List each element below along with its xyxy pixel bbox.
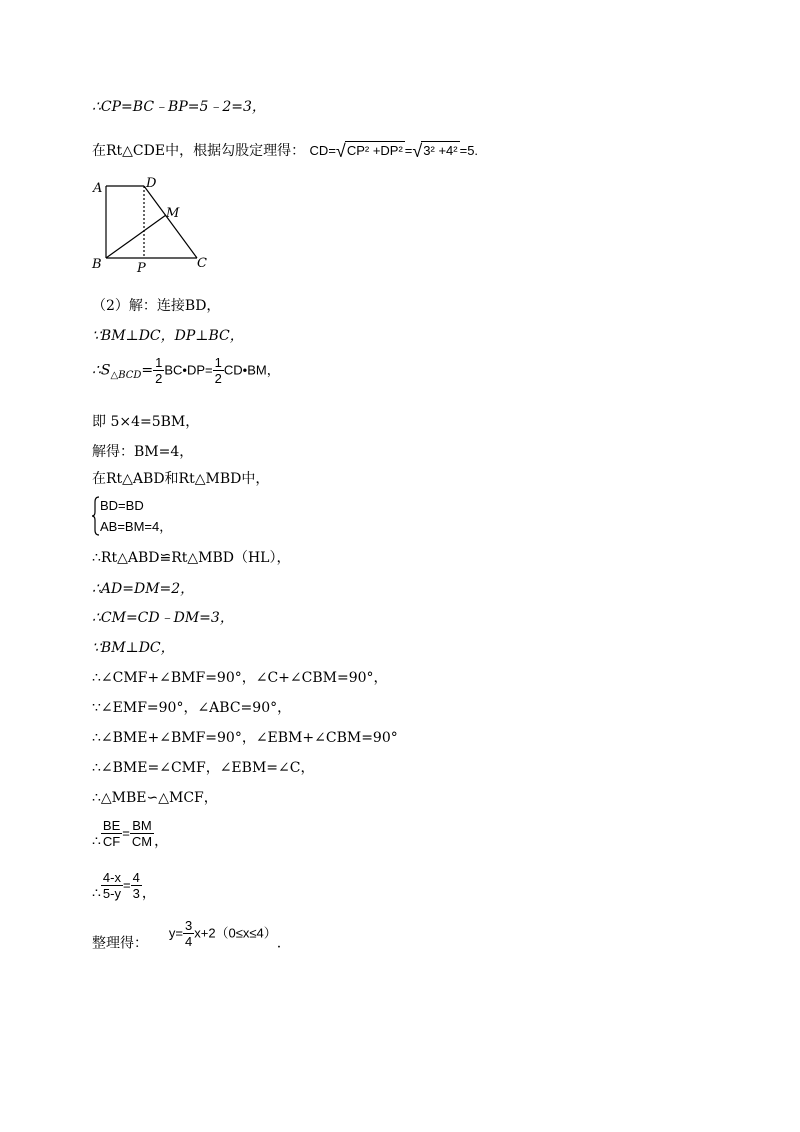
therefore-sign: ∴	[92, 885, 101, 902]
pythagoras-text: 在Rt△CDE中，根据勾股定理得：	[92, 143, 306, 159]
ad-dm-line: ∴AD=DM=2，	[92, 581, 195, 597]
comma: ，	[141, 885, 156, 902]
simplify-text: 整理得：	[92, 935, 148, 952]
label-b: B	[92, 257, 102, 272]
bc-dp-product: BC•DP=	[164, 362, 213, 378]
area-subscript: △BCD	[110, 369, 142, 381]
label-m: M	[166, 206, 180, 221]
equals-sign: =	[122, 877, 131, 893]
label-p: P	[137, 261, 146, 275]
equals-sign: =	[122, 825, 130, 841]
area-s: ∴S	[92, 362, 111, 379]
solution-line-pythagoras	[92, 141, 478, 160]
similarity-line: ∴△MBE∽△MCF，	[92, 790, 218, 806]
fraction-half-2: $\frac{1}{2}$	[214, 355, 222, 386]
linear-expression: x+2（0≤x≤4）	[194, 925, 277, 941]
y-equals: y=	[168, 925, 183, 941]
geometry-figure	[88, 175, 218, 275]
part-two-intro: （2）解：连接BD，	[92, 298, 221, 314]
therefore-sign: ∴	[92, 833, 101, 850]
equals-sign: =	[404, 143, 413, 158]
area-equation	[92, 355, 280, 386]
equation-result: =5.	[459, 143, 479, 158]
equal-angles-line: ∴∠BME=∠CMF，∠EBM=∠C，	[92, 760, 315, 776]
left-brace-icon	[92, 496, 100, 536]
radical-sign-icon: √	[412, 141, 423, 161]
period: .	[276, 935, 282, 952]
substituted-ratio-line	[92, 870, 156, 903]
segment-dc	[144, 186, 197, 258]
fraction-3-4: $\frac{3}{4}$	[185, 918, 193, 949]
congruence-line: ∴Rt△ABD≌Rt△MBD（HL），	[92, 550, 291, 566]
label-d: D	[146, 176, 157, 191]
bm-perp-line: ∵BM⊥DC，	[92, 640, 175, 656]
solve-bm-line: 解得：BM=4，	[92, 444, 194, 460]
angle-sum-line-2: ∴∠BME+∠BMF=90°，∠EBM+∠CBM=90°	[92, 730, 398, 746]
cd-equals: CD=	[309, 143, 336, 158]
ratio-line	[92, 818, 168, 851]
solution-line-cp: ∴CP=BC﹣BP=5﹣2=3，	[92, 99, 266, 115]
system-eq-1: BD=BD	[100, 498, 144, 513]
triangles-intro: 在Rt△ABD和Rt△MBD中，	[92, 471, 270, 487]
fraction-bm-cm: $\frac{BM}{CM}$	[131, 818, 153, 849]
label-c: C	[197, 256, 207, 271]
cd-bm-product: CD•BM，	[223, 362, 280, 378]
right-angles-line: ∵∠EMF=90°，∠ABC=90°，	[92, 700, 292, 716]
cm-line: ∴CM=CD﹣DM=3，	[92, 610, 234, 626]
fraction-be-cf: $\frac{BE}{CF}$	[102, 818, 121, 849]
radicand-1: CP² +DP²	[346, 143, 403, 158]
cd-equation	[309, 141, 479, 161]
perpendicular-given: ∵BM⊥DC，DP⊥BC，	[92, 328, 244, 344]
system-eq-2: AB=BM=4，	[100, 519, 173, 534]
fraction-4x-5y: $\frac{4-x}{5-y}$	[102, 870, 121, 901]
segment-bm	[106, 215, 166, 258]
substitution-line: 即 5×4=5BM，	[92, 414, 200, 430]
fraction-half-1: $\frac{1}{2}$	[155, 355, 163, 386]
angle-sum-line-1: ∴∠CMF+∠BMF=90°，∠C+∠CBM=90°，	[92, 670, 388, 686]
label-a: A	[93, 181, 103, 196]
equals-sign: =	[141, 362, 154, 379]
fraction-4-3: $\frac{4}{3}$	[132, 870, 140, 901]
radical-sign-icon: √	[335, 141, 346, 161]
radicand-2: 3² +4²	[423, 143, 458, 158]
comma: ，	[154, 833, 169, 850]
final-result-line	[92, 918, 281, 953]
